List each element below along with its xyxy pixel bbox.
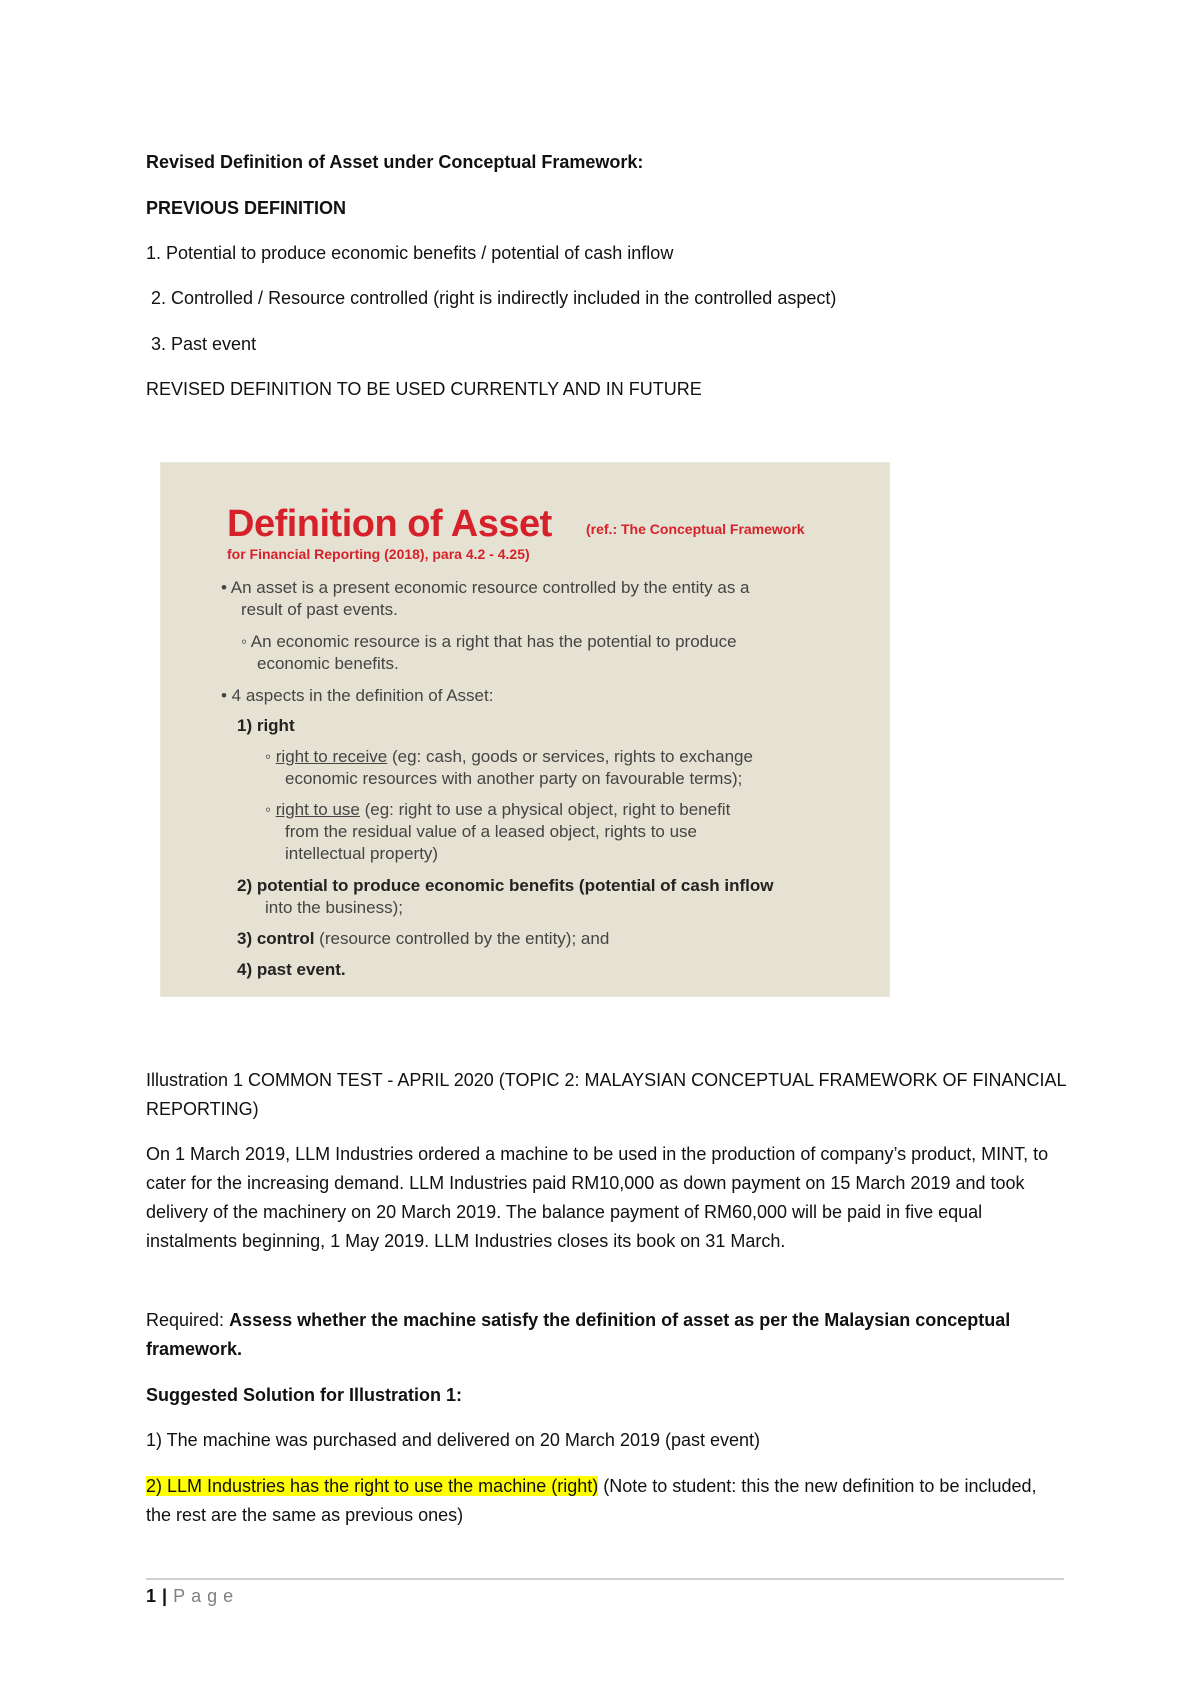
slide-right-to-use: ◦ right to use (eg: right to use a physical object, right to benefit xyxy=(265,800,731,819)
illustration-body: On 1 March 2019, LLM Industries ordered a machine to be used in the production of company’s product, MINT, to cater for the increasing demand. LLM Industries paid RM10,000 as down payment on 15 March 2019 and took delivery of the machinery on 20 March 2019. The balance payment of RM60,000 will be paid in five equal instalments beginning, 1 May 2019. LLM Industries closes its book on 31 March. xyxy=(146,1144,1049,1251)
solution-point-2-highlight: 2) LLM Industries has the right to use the machine (right) xyxy=(146,1476,599,1496)
slide-aspect-4: 4) past event. xyxy=(237,960,346,979)
page-footer xyxy=(146,1586,239,1607)
previous-item-1: 1. Potential to produce economic benefits / potential of cash inflow xyxy=(146,243,674,263)
right-to-receive-term: right to receive xyxy=(275,747,388,766)
slide-bullet-asset-def: • An asset is a present economic resource controlled by the entity as a xyxy=(221,578,750,597)
solution-point-2-note: (Note to student: this the new definition to be included, the rest are the same as previous ones) xyxy=(146,1476,1037,1525)
previous-item-2: 2. Controlled / Resource controlled (right is indirectly included in the controlled aspect) xyxy=(146,288,837,308)
solution-heading: Suggested Solution for Illustration 1: xyxy=(146,1385,463,1405)
previous-item-3: 3. Past event xyxy=(146,334,257,354)
section-heading: Revised Definition of Asset under Conceptual Framework: xyxy=(146,152,644,172)
slide-bullet-four-aspects: • 4 aspects in the definition of Asset: xyxy=(221,686,494,705)
slide-right-to-receive: ◦ right to receive (eg: cash, goods or services, rights to exchange xyxy=(265,747,753,766)
right-to-receive-desc: (eg: cash, goods or services, rights to exchange xyxy=(387,747,753,766)
illustration-title: Illustration 1 COMMON TEST - APRIL 2020 (TOPIC 2: MALAYSIAN CONCEPTUAL FRAMEWORK OF FINANCIAL REPORTING) xyxy=(146,1070,1066,1119)
slide-aspect-2: 2) potential to produce economic benefits (potential of cash inflow xyxy=(237,876,774,895)
slide-right-to-use-cont-2: intellectual property) xyxy=(285,844,439,863)
solution-point-2 xyxy=(146,1472,1066,1530)
footer-divider xyxy=(146,1578,1064,1580)
definition-slide-image xyxy=(160,462,890,997)
footer-separator: | xyxy=(162,1586,168,1606)
aspect-3-desc: (resource controlled by the entity); and xyxy=(314,929,610,948)
slide-reference-line-1: (ref.: The Conceptual Framework xyxy=(586,521,805,537)
slide-title: Definition of Asset xyxy=(227,503,552,545)
slide-right-to-receive-cont: economic resources with another party on favourable terms); xyxy=(285,769,743,788)
slide-right-to-use-cont-1: from the residual value of a leased object, rights to use xyxy=(285,822,698,841)
revised-definition-label: REVISED DEFINITION TO BE USED CURRENTLY AND IN FUTURE xyxy=(146,379,702,399)
aspect-3-term: 3) control xyxy=(237,929,315,948)
slide-subbullet-economic-resource-cont: economic benefits. xyxy=(257,654,399,673)
slide-aspect-3 xyxy=(237,928,609,950)
required-label: Required: xyxy=(146,1310,230,1330)
previous-definition-label: PREVIOUS DEFINITION xyxy=(146,198,347,218)
slide-bullet-asset-def-cont: result of past events. xyxy=(241,600,398,619)
right-to-use-term: right to use xyxy=(275,800,360,819)
right-to-use-desc: (eg: right to use a physical object, right to benefit xyxy=(359,800,731,819)
required-text: Assess whether the machine satisfy the definition of asset as per the Malaysian conceptual framework. xyxy=(146,1310,1011,1359)
slide-aspect-2-cont: into the business); xyxy=(265,898,403,917)
page-number: 1 xyxy=(146,1586,157,1606)
slide-subbullet-economic-resource: ◦ An economic resource is a right that has the potential to produce xyxy=(241,632,737,651)
slide-aspect-1: 1) right xyxy=(237,716,295,735)
slide-reference-line-2: for Financial Reporting (2018), para 4.2 - 4.25) xyxy=(227,546,530,562)
required-paragraph xyxy=(146,1306,1066,1364)
solution-point-1: 1) The machine was purchased and delivered on 20 March 2019 (past event) xyxy=(146,1430,761,1450)
page-label: Page xyxy=(173,1586,240,1606)
